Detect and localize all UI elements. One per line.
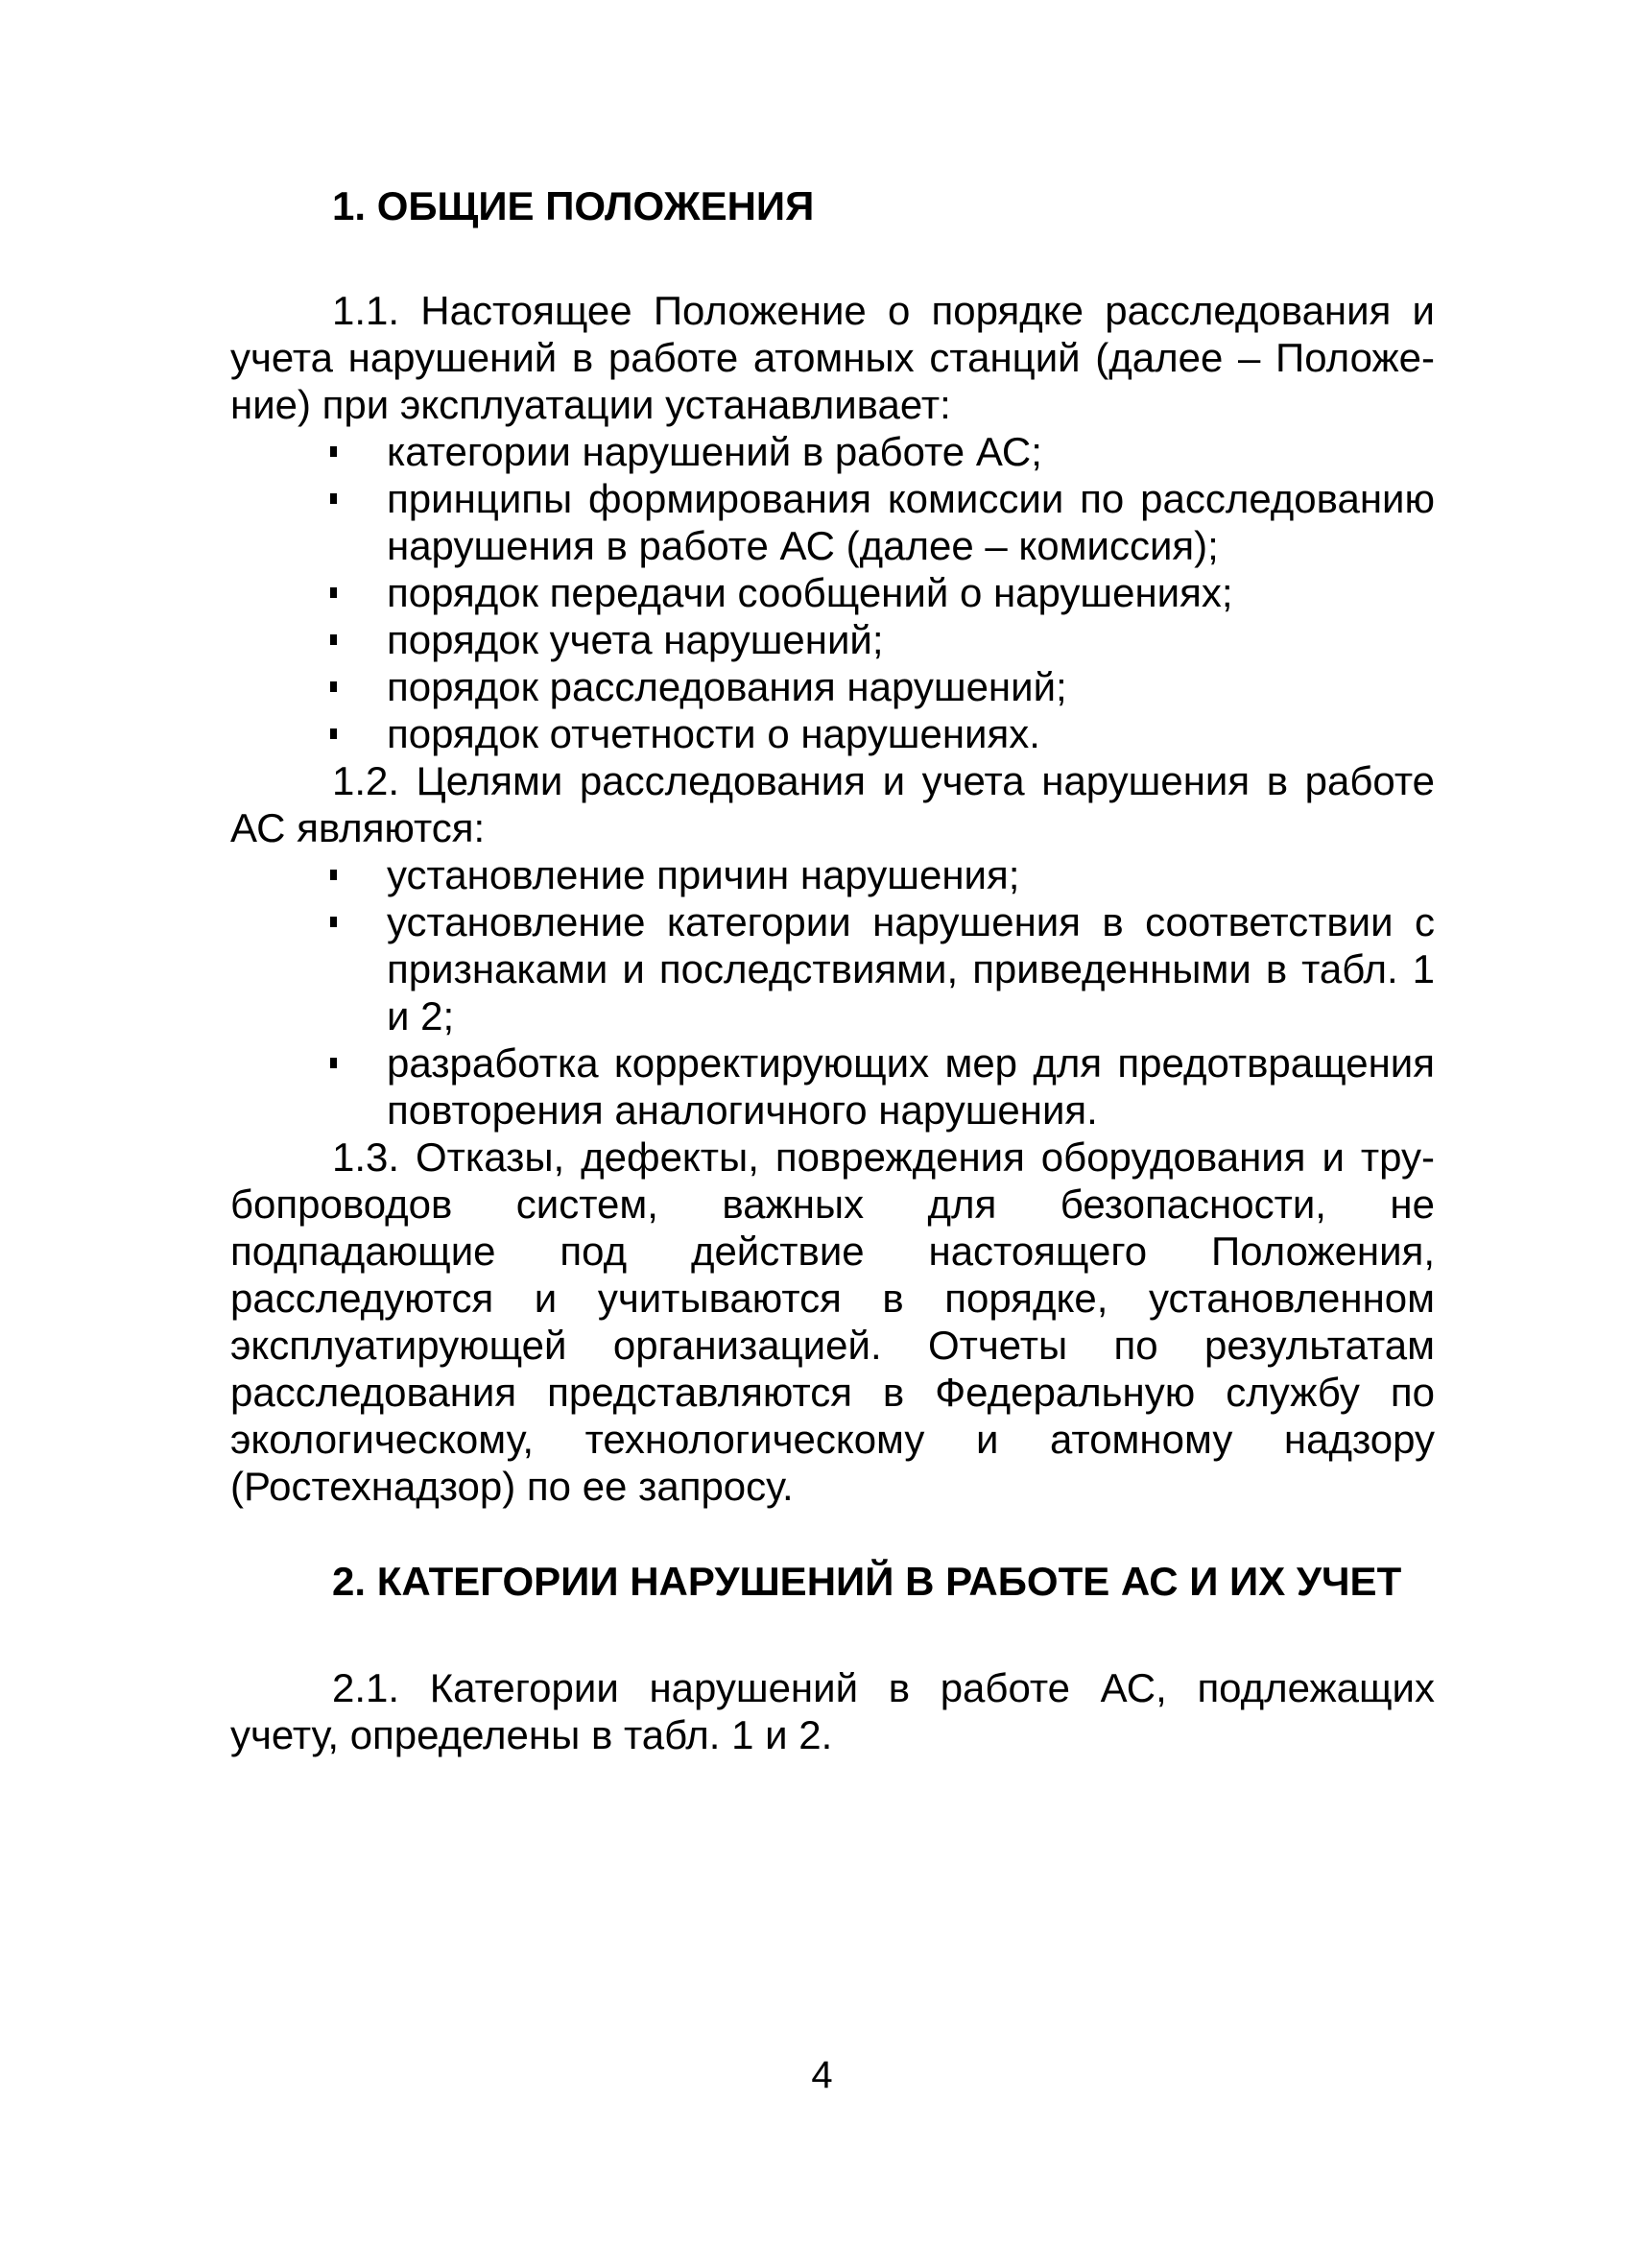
list-item — [230, 616, 1435, 663]
list-item — [230, 475, 1435, 569]
list-item-text: порядок расследования нарушений; — [387, 664, 1067, 709]
page-number: 4 — [811, 2054, 833, 2096]
paragraph-2-1: 2.1. Категории нарушений в работе АС, подлежащих учету, определены в табл. 1 и 2. — [230, 1665, 1435, 1757]
bullet-icon — [330, 446, 337, 457]
bullet-icon — [330, 728, 337, 739]
document-page — [230, 182, 1435, 1758]
paragraph-1-3: 1.3. Отказы, дефекты, повреждения оборудования и трубопроводов систем, важных для безопасности, не подпадающие под действие настоящего Положения, расследуются и учитываются в порядке, установленном эксплуатирующей организацией. Отчеты по результатам расследования представляются в Федеральную службу по экологическому, технологическому и атомному надзору (Ростехнадзор) по ее запросу. — [230, 1134, 1435, 1509]
list-item — [230, 710, 1435, 757]
bullet-icon — [330, 1058, 337, 1068]
list-item-text: разработка корректирующих мер для предотвращения повторения аналогичного нарушения. — [387, 1040, 1435, 1133]
paragraph-1-2: 1.2. Целями расследования и учета нарушения в работе АС являются: — [230, 758, 1435, 850]
list-item — [230, 851, 1435, 898]
bullet-icon — [330, 634, 337, 645]
list-item-text: установление причин нарушения; — [387, 852, 1020, 897]
list-item-text: категории нарушений в работе АС; — [387, 429, 1042, 474]
list-item — [230, 1039, 1435, 1134]
list-item-text: порядок передачи сообщений о нарушениях; — [387, 570, 1233, 615]
bullet-icon — [330, 493, 337, 504]
list-item-text: принципы формирования комиссии по расследованию нарушения в работе АС (далее – комиссия); — [387, 476, 1435, 568]
section-heading-general: 1. ОБЩИЕ ПОЛОЖЕНИЯ — [332, 183, 815, 228]
list-item-text: порядок учета нарушений; — [387, 617, 884, 662]
bullet-icon — [330, 587, 337, 598]
list-item — [230, 569, 1435, 616]
bullet-icon — [330, 917, 337, 927]
list-item — [230, 663, 1435, 710]
bullet-icon — [330, 681, 337, 692]
bullet-list-scope — [230, 428, 1435, 757]
list-item — [230, 898, 1435, 1039]
section-heading-categories: 2. КАТЕГОРИИ НАРУШЕНИЙ В РАБОТЕ АС И ИХ УЧЕТ — [332, 1559, 1402, 1604]
list-item-text: установление категории нарушения в соответствии с признаками и последствиями, приведенными в табл. 1 и 2; — [387, 899, 1435, 1039]
paragraph-1-1: 1.1. Настоящее Положение о порядке расследования и учета нарушений в работе атомных станций (далее – Положение) при эксплуатации устанавливает: — [230, 288, 1435, 427]
bullet-icon — [330, 870, 337, 880]
bullet-list-goals — [230, 851, 1435, 1134]
list-item — [230, 428, 1435, 475]
list-item-text: порядок отчетности о нарушениях. — [387, 711, 1040, 756]
